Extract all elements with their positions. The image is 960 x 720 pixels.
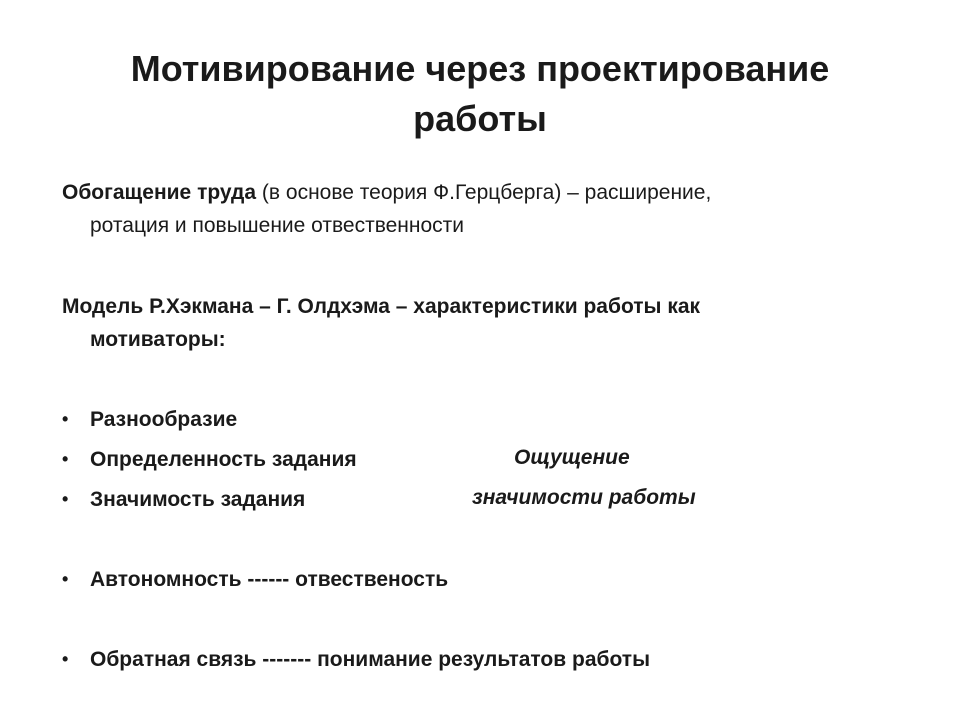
bullet-icon: • <box>62 449 69 469</box>
list-item-text: Обратная связь ------- понимание результатов работы <box>90 648 651 671</box>
job-enrichment-description-line2: ротация и повышение отвественности <box>90 214 465 237</box>
bullet-icon: • <box>62 409 69 429</box>
job-enrichment-description: (в основе теория Ф.Герцберга) – расширение, <box>256 181 712 204</box>
bullet-icon: • <box>62 489 69 509</box>
title-line-1: Мотивирование через проектирование <box>130 48 830 89</box>
job-enrichment-term: Обогащение труда <box>62 181 257 204</box>
slide-title <box>0 44 960 144</box>
model-line-2: мотиваторы: <box>90 328 226 351</box>
list-item-text: Автономность ------ отвественость <box>90 568 449 591</box>
list-item-text: Определенность задания <box>90 448 357 471</box>
side-note-line-1: Ощущение <box>514 446 630 469</box>
model-line-1: Модель Р.Хэкмана – Г. Олдхэма – характеристики работы как <box>62 295 701 318</box>
bullet-icon: • <box>62 569 69 589</box>
bullet-icon: • <box>62 649 69 669</box>
paragraph-hackman-oldham-model <box>62 290 882 356</box>
list-item-text: Значимость задания <box>90 488 306 511</box>
paragraph-job-enrichment <box>62 176 882 242</box>
title-line-2: работы <box>413 98 547 139</box>
list-item-text: Разнообразие <box>90 408 238 431</box>
side-note-line-2: значимости работы <box>472 486 696 509</box>
